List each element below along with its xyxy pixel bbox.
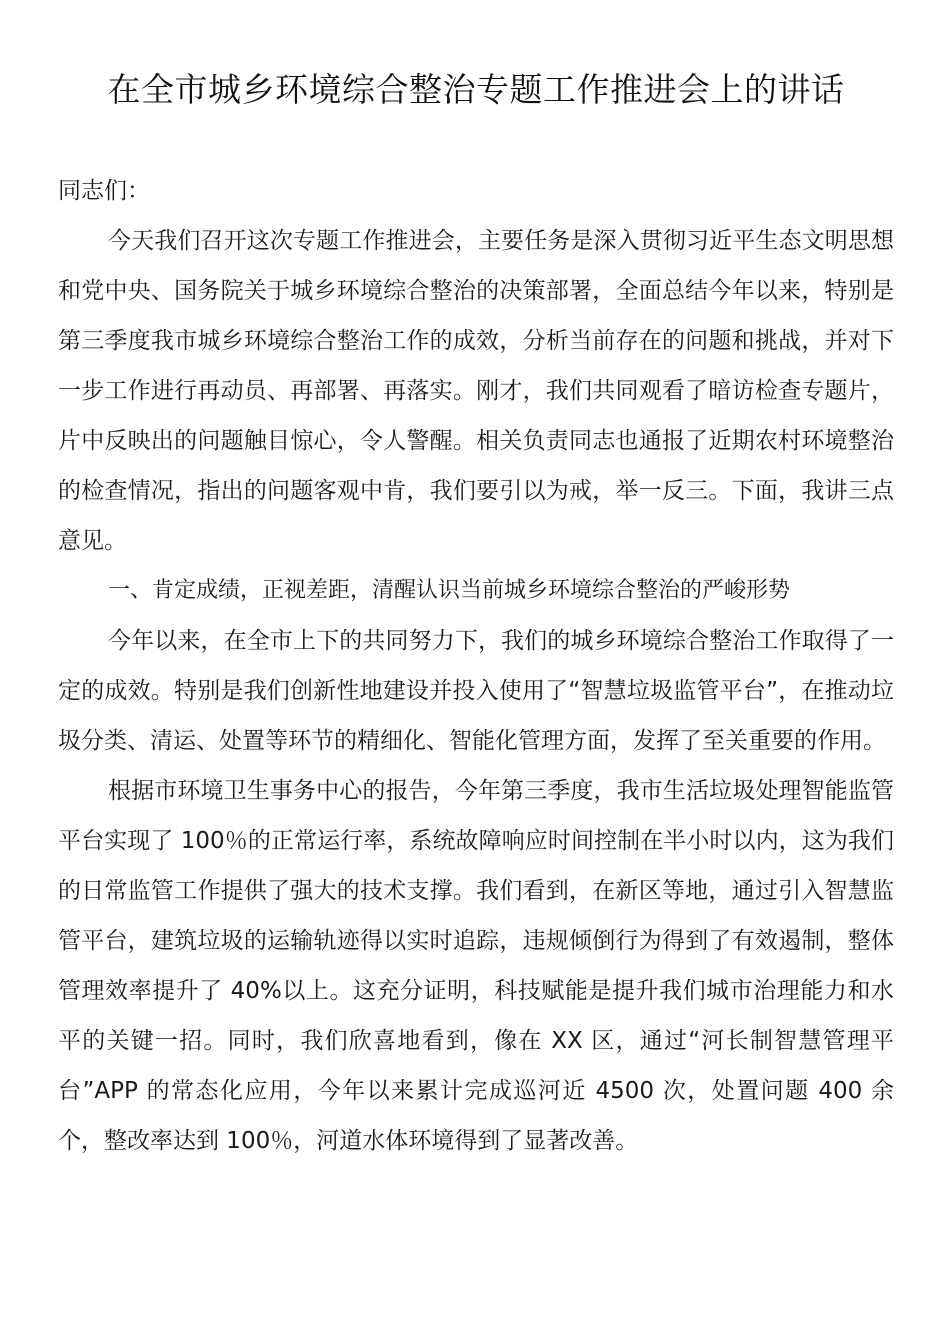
salutation: 同志们：: [58, 178, 150, 204]
document-page: [58, 66, 894, 1166]
section-paragraph-1: 今年以来，在全市上下的共同努力下，我们的城乡环境综合整治工作取得了一定的成效。特别是我们创新性地建设并投入使用了“智慧垃圾监管平台”，在推动垃圾分类、清运、处置等环节的精细化、智能化管理方面，发挥了至关重要的作用。: [58, 628, 894, 754]
section-heading: 一、肯定成绩，正视差距，清醒认识当前城乡环境综合整治的严峻形势: [108, 578, 791, 603]
section-paragraph-2: 根据市环境卫生事务中心的报告，今年第三季度，我市生活垃圾处理智能监管平台实现了 100％的正常运行率，系统故障响应时间控制在半小时以内，这为我们的日常监管工作提供了强大的技术支撑。我们看到，在新区等地，通过引入智慧监管平台，建筑垃圾的运输轨迹得以实时追踪，违规倾倒行为得到了有效遏制，整体管理效率提升了 40%以上。这充分证明，科技赋能是提升我们城市治理能力和水平的关键一招。同时，我们欣喜地看到，像在 XX 区，通过“河长制智慧管理平台”APP 的常态化应用，今年以来累计完成巡河近 4500 次，处置问题 400 余个，整改率达到 100％，河道水体环境得到了显著改善。: [58, 778, 894, 1154]
document-title: 在全市城乡环境综合整治专题工作推进会上的讲话: [107, 70, 845, 109]
intro-paragraph: 今天我们召开这次专题工作推进会，主要任务是深入贯彻习近平生态文明思想和党中央、国务院关于城乡环境综合整治的决策部署，全面总结今年以来，特别是第三季度我市城乡环境综合整治工作的成效，分析当前存在的问题和挑战，并对下一步工作进行再动员、再部署、再落实。刚才，我们共同观看了暗访检查专题片，片中反映出的问题触目惊心，令人警醒。相关负责同志也通报了近期农村环境整治的检查情况，指出的问题客观中肯，我们要引以为戒，举一反三。下面，我讲三点意见。: [58, 228, 894, 554]
